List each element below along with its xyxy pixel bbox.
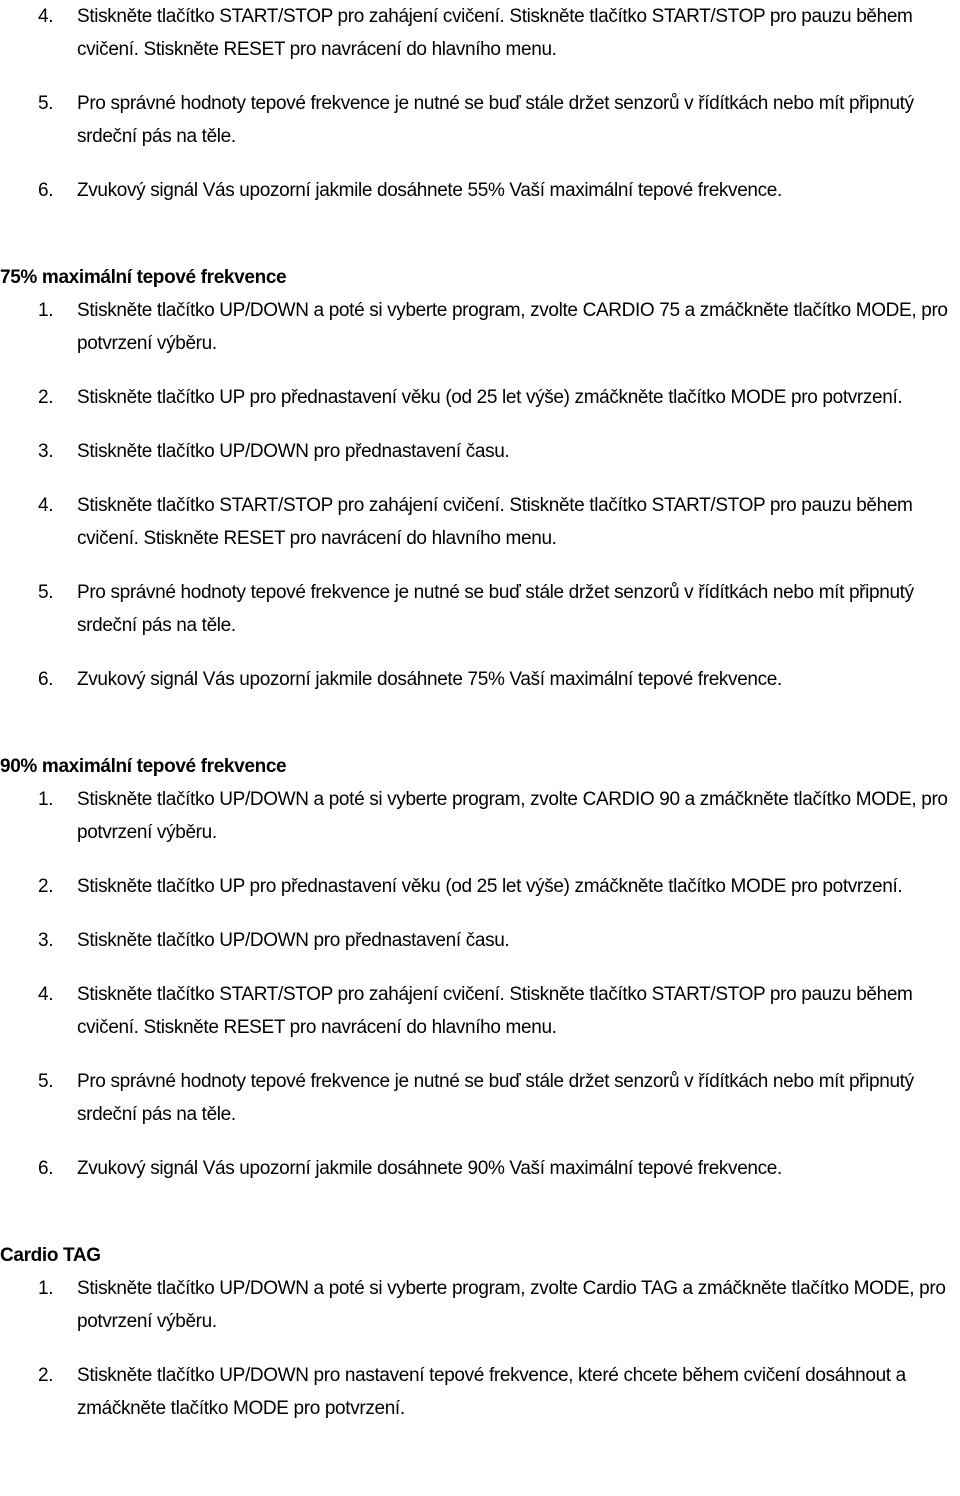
item-number: 1. — [38, 300, 54, 321]
list-item — [0, 489, 960, 555]
section-cardio-tag — [0, 1239, 960, 1425]
list-item — [0, 0, 960, 66]
item-text: Stiskněte tlačítko UP pro přednastavení věku (od 25 let výše) zmáčkněte tlačítko MODE pro potvrzení. — [77, 876, 903, 897]
list-item — [0, 870, 960, 903]
item-number: 2. — [38, 387, 54, 408]
section-heading: 75% maximální tepové frekvence — [0, 267, 287, 288]
item-number: 2. — [38, 876, 54, 897]
item-text: Pro správné hodnoty tepové frekvence je nutné se buď stále držet senzorů v řídítkách nebo mít připnutý srdeční pás na těle. — [77, 582, 914, 636]
list-item — [0, 1272, 960, 1338]
list-item — [0, 87, 960, 153]
item-number: 1. — [38, 1278, 54, 1299]
section-90 — [0, 750, 960, 1185]
section-continued — [0, 0, 960, 207]
item-text: Zvukový signál Vás upozorní jakmile dosáhnete 75% Vaší maximální tepové frekvence. — [77, 669, 782, 690]
list-item — [0, 294, 960, 360]
item-number: 3. — [38, 930, 54, 951]
list-item — [0, 783, 960, 849]
item-number: 4. — [38, 6, 54, 27]
section-spacer — [0, 1206, 960, 1239]
list-item — [0, 435, 960, 468]
item-text: Zvukový signál Vás upozorní jakmile dosáhnete 55% Vaší maximální tepové frekvence. — [77, 180, 782, 201]
item-text: Zvukový signál Vás upozorní jakmile dosáhnete 90% Vaší maximální tepové frekvence. — [77, 1158, 782, 1179]
item-text: Stiskněte tlačítko UP/DOWN a poté si vyberte program, zvolte Cardio TAG a zmáčkněte tlačítko MODE, pro potvrzení výběru. — [77, 1278, 946, 1332]
item-number: 5. — [38, 93, 54, 114]
item-text: Stiskněte tlačítko UP/DOWN pro přednastavení času. — [77, 930, 510, 951]
item-text: Stiskněte tlačítko UP/DOWN pro přednastavení času. — [77, 441, 510, 462]
section-75 — [0, 261, 960, 696]
item-text: Stiskněte tlačítko UP/DOWN a poté si vyberte program, zvolte CARDIO 90 a zmáčkněte tlačítko MODE, pro potvrzení výběru. — [77, 789, 948, 843]
item-number: 2. — [38, 1365, 54, 1386]
item-number: 4. — [38, 495, 54, 516]
list-item — [0, 1152, 960, 1185]
item-number: 1. — [38, 789, 54, 810]
list-item — [0, 1065, 960, 1131]
item-number: 6. — [38, 669, 54, 690]
list-item — [0, 381, 960, 414]
section-heading: Cardio TAG — [0, 1245, 101, 1266]
item-text: Stiskněte tlačítko UP/DOWN a poté si vyberte program, zvolte CARDIO 75 a zmáčkněte tlačítko MODE, pro potvrzení výběru. — [77, 300, 948, 354]
item-number: 6. — [38, 1158, 54, 1179]
list-item — [0, 663, 960, 696]
list-item — [0, 1359, 960, 1425]
section-spacer — [0, 228, 960, 261]
item-text: Stiskněte tlačítko START/STOP pro zahájení cvičení. Stiskněte tlačítko START/STOP pro pauzu během cvičení. Stiskněte RESET pro navrácení do hlavního menu. — [77, 984, 913, 1038]
list-item — [0, 978, 960, 1044]
item-text: Stiskněte tlačítko UP/DOWN pro nastavení tepové frekvence, které chcete během cvičení dosáhnout a zmáčkněte tlačítko MODE pro potvrzení. — [77, 1365, 906, 1419]
item-text: Pro správné hodnoty tepové frekvence je nutné se buď stále držet senzorů v řídítkách nebo mít připnutý srdeční pás na těle. — [77, 93, 914, 147]
list-item — [0, 576, 960, 642]
list-item — [0, 924, 960, 957]
item-number: 4. — [38, 984, 54, 1005]
section-spacer — [0, 717, 960, 750]
item-number: 5. — [38, 1071, 54, 1092]
item-text: Stiskněte tlačítko START/STOP pro zahájení cvičení. Stiskněte tlačítko START/STOP pro pauzu během cvičení. Stiskněte RESET pro navrácení do hlavního menu. — [77, 6, 913, 60]
list-item — [0, 174, 960, 207]
item-number: 6. — [38, 180, 54, 201]
section-heading: 90% maximální tepové frekvence — [0, 756, 287, 777]
item-number: 5. — [38, 582, 54, 603]
item-number: 3. — [38, 441, 54, 462]
item-text: Pro správné hodnoty tepové frekvence je nutné se buď stále držet senzorů v řídítkách nebo mít připnutý srdeční pás na těle. — [77, 1071, 914, 1125]
item-text: Stiskněte tlačítko START/STOP pro zahájení cvičení. Stiskněte tlačítko START/STOP pro pauzu během cvičení. Stiskněte RESET pro navrácení do hlavního menu. — [77, 495, 913, 549]
item-text: Stiskněte tlačítko UP pro přednastavení věku (od 25 let výše) zmáčkněte tlačítko MODE pro potvrzení. — [77, 387, 903, 408]
